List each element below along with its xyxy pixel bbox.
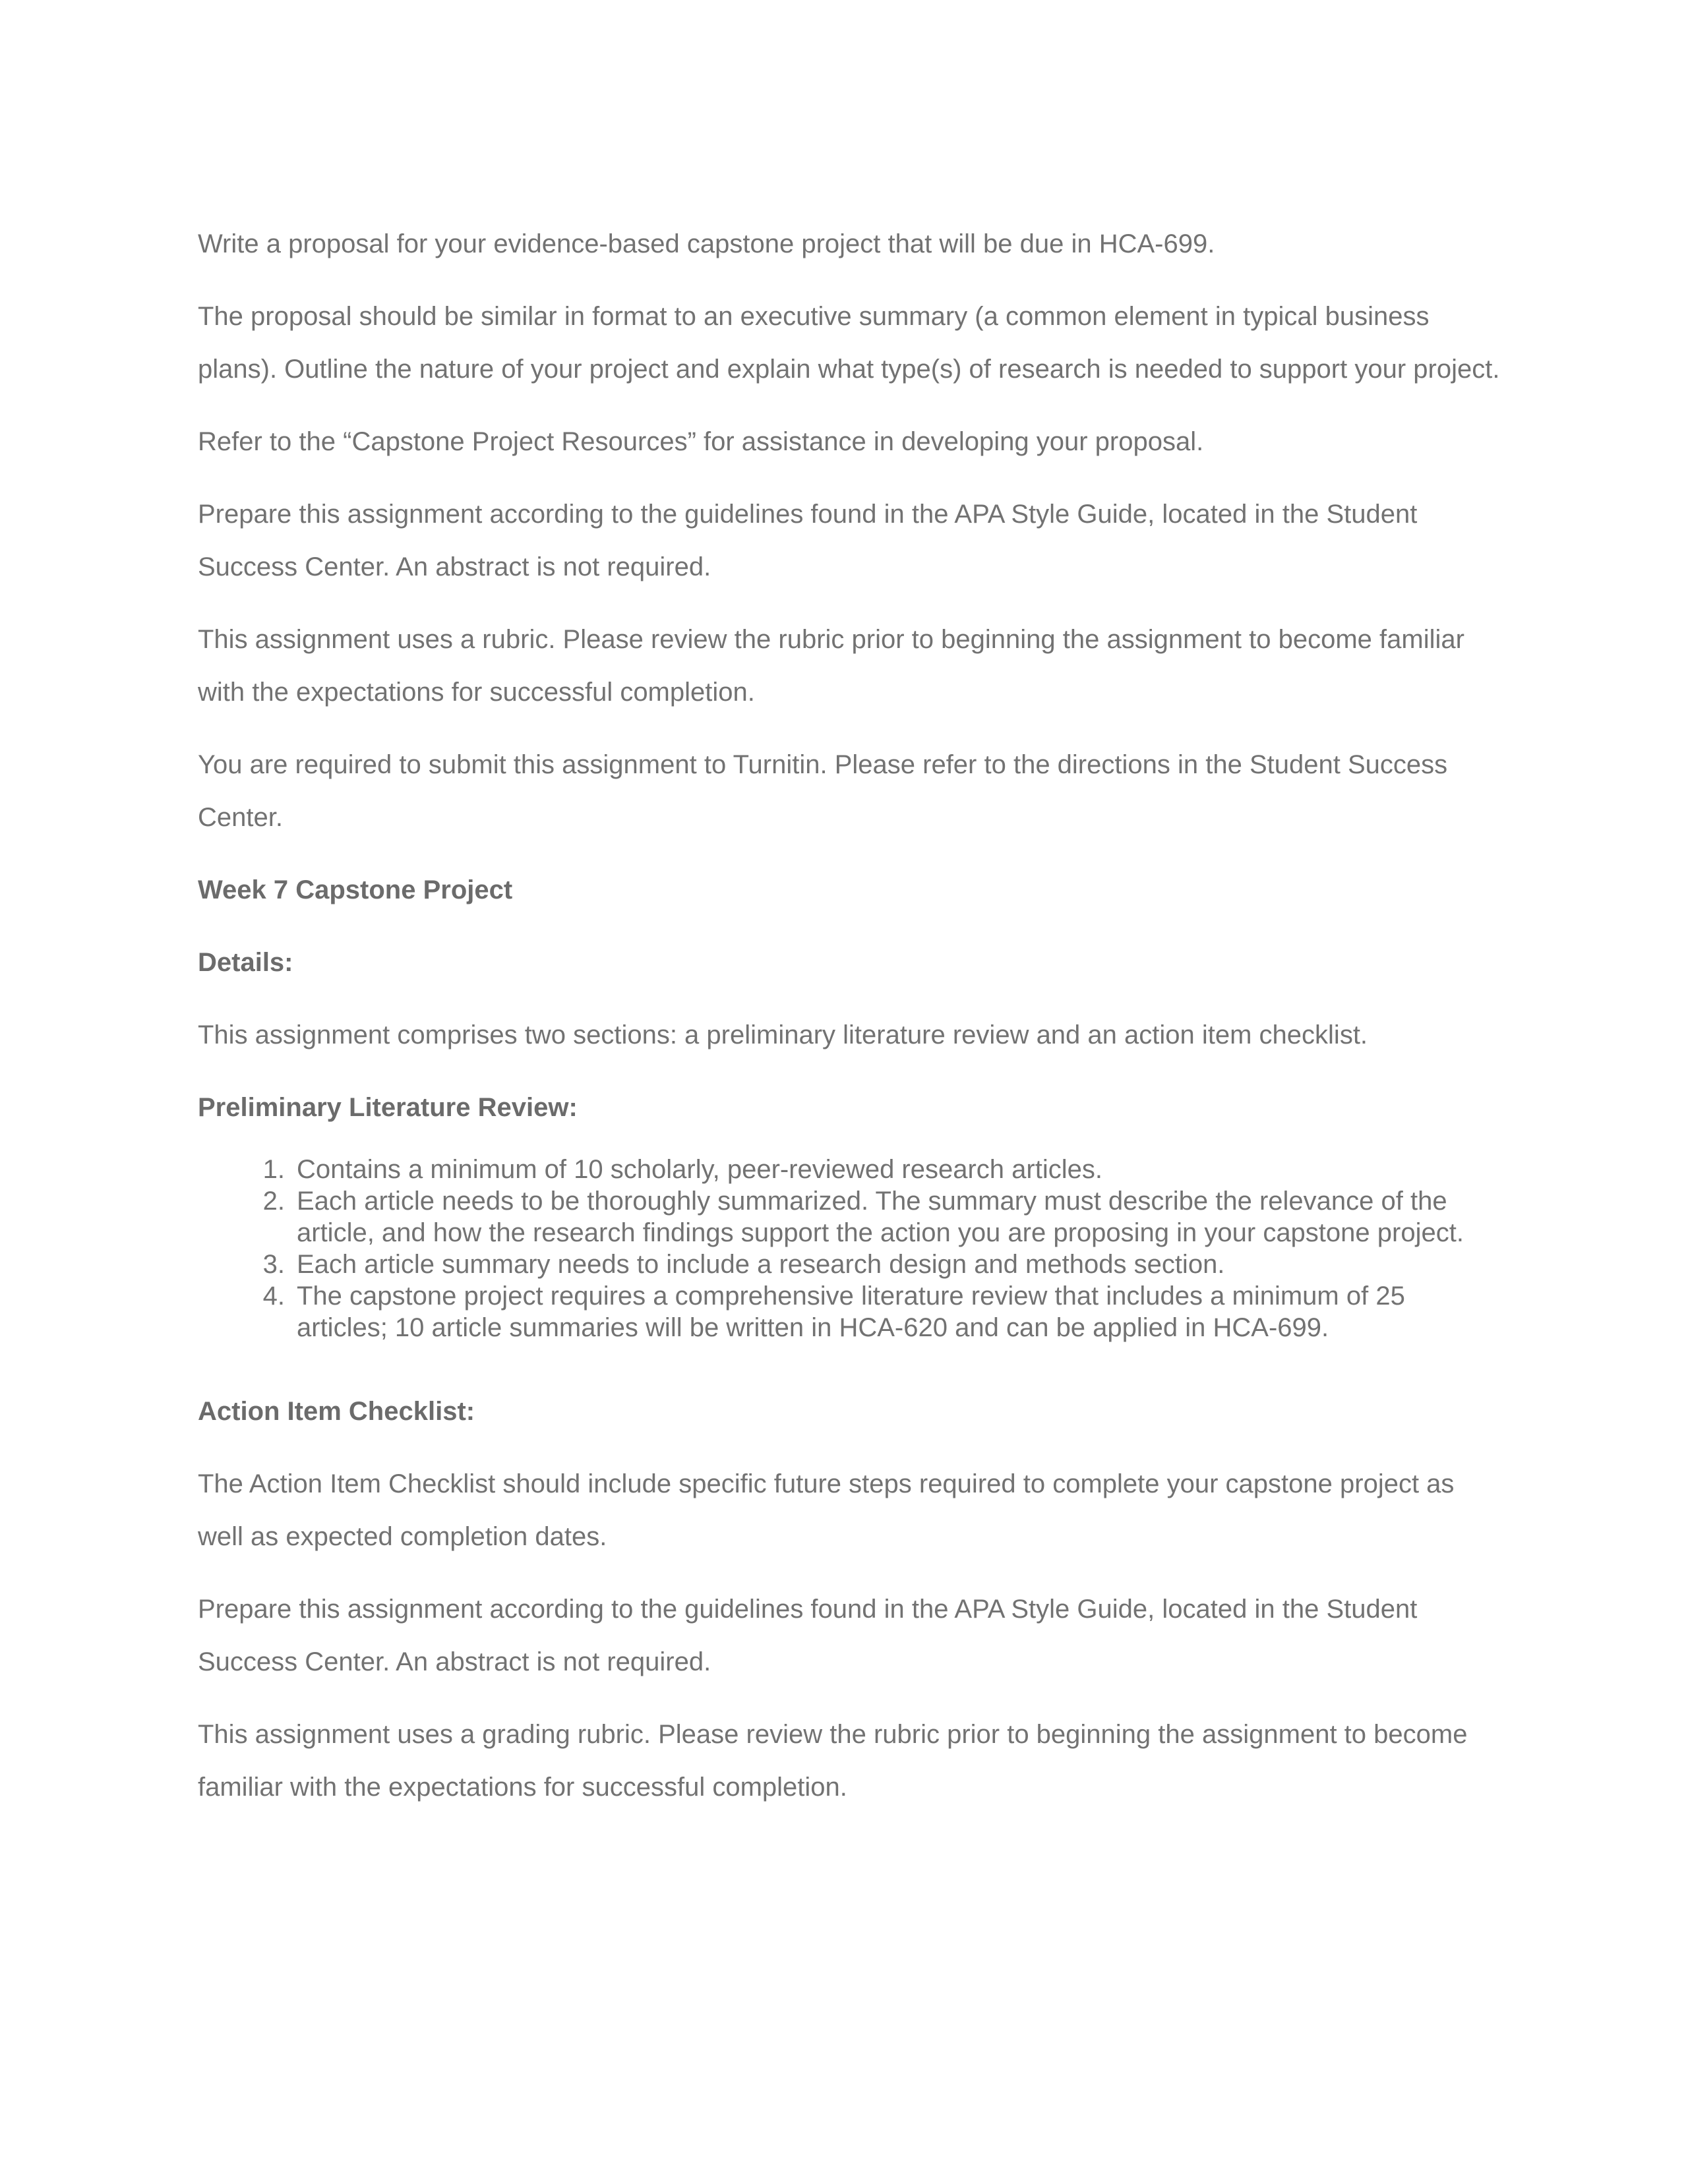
list-item-text: Each article needs to be thoroughly summarized. The summary must describe the relevance of the article, and how the research findings support the action you are proposing in your capstone project. <box>297 1187 1464 1247</box>
week-heading: Week 7 Capstone Project <box>198 875 513 904</box>
closing-paragraph: Prepare this assignment according to the guidelines found in the APA Style Guide, located in the Student Success Center. An abstract is not required. <box>198 1595 1418 1676</box>
list-item-text: Contains a minimum of 10 scholarly, peer-reviewed research articles. <box>297 1155 1102 1184</box>
intro-paragraph: Prepare this assignment according to the guidelines found in the APA Style Guide, located in the Student Success Center. An abstract is not required. <box>198 500 1418 581</box>
details-text: This assignment comprises two sections: a preliminary literature review and an action item checklist. <box>198 1020 1368 1049</box>
list-item <box>198 1185 1503 1249</box>
intro-paragraph: Write a proposal for your evidence-based capstone project that will be due in HCA-699. <box>198 229 1215 258</box>
list-item-number: 1. <box>262 1155 285 1184</box>
list-item <box>198 1249 1503 1280</box>
document-page <box>198 218 1503 1833</box>
lit-review-list <box>198 1154 1503 1343</box>
list-item-text: Each article summary needs to include a research design and methods section. <box>297 1250 1225 1279</box>
closing-paragraph: The Action Item Checklist should include specific future steps required to complete your capstone project as well as expected completion dates. <box>198 1469 1455 1551</box>
lit-review-heading: Preliminary Literature Review: <box>198 1093 578 1122</box>
list-item <box>198 1154 1503 1185</box>
list-item-number: 4. <box>262 1282 285 1311</box>
details-heading: Details: <box>198 948 293 977</box>
list-item-number: 2. <box>262 1187 285 1216</box>
intro-paragraph: Refer to the “Capstone Project Resources” for assistance in developing your proposal. <box>198 427 1204 456</box>
list-item-number: 3. <box>262 1250 285 1279</box>
checklist-heading: Action Item Checklist: <box>198 1397 475 1426</box>
list-item <box>198 1280 1503 1343</box>
list-item-text: The capstone project requires a comprehensive literature review that includes a minimum of 25 articles; 10 article summaries will be written in HCA-620 and can be applied in HCA-699. <box>297 1282 1405 1342</box>
intro-paragraph: You are required to submit this assignment to Turnitin. Please refer to the directions in the Student Success Center. <box>198 750 1448 832</box>
intro-paragraph: This assignment uses a rubric. Please review the rubric prior to beginning the assignment to become familiar with the expectations for successful completion. <box>198 625 1464 707</box>
closing-paragraph: This assignment uses a grading rubric. Please review the rubric prior to beginning the assignment to become familiar with the expectations for successful completion. <box>198 1720 1468 1802</box>
intro-paragraph: The proposal should be similar in format to an executive summary (a common element in typical business plans). Outline the nature of your project and explain what type(s) of research is needed to support your project. <box>198 302 1500 384</box>
